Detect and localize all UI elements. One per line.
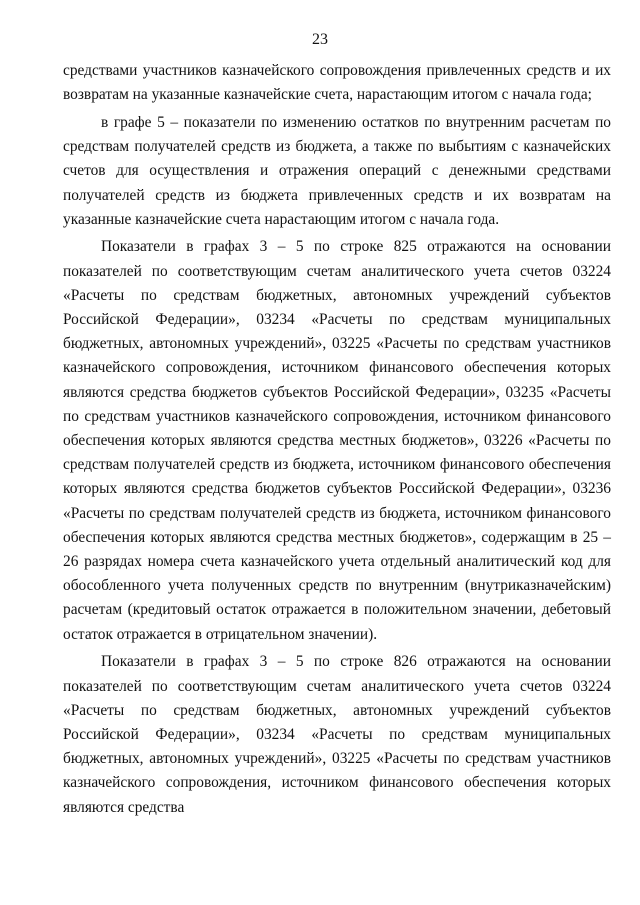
paragraph-line-825: Показатели в графах 3 – 5 по строке 825 отражаются на основании показателей по соответствующим счетам аналитического учета счетов 03224 «Расчеты по средствам бюджетных, автономных учреждений субъектов Российской Федерации», 03234 «Расчеты по средствам муниципальных бюджетных, автономных учреждений», 03225 «Расчеты по средствам участников казначейского сопровождения, источником финансового обеспечения которых являются средства бюджетов субъектов Российской Федерации», 03235 «Расчеты по средствам участников казначейского сопровождения, источником финансового обеспечения которых являются средства местных бюджетов», 03226 «Расчеты по средствам получателей средств из бюджета, источником финансового обеспечения которых являются средства бюджетов субъектов Российской Федерации», 03236 «Расчеты по средствам получателей средств из бюджета, источником финансового обеспечения которых являются средства местных бюджетов», содержащим в 25 – 26 разрядах номера счета казначейского учета отдельный аналитический код для обособленного учета полученных средств по внутренним (внутриказначейским) расчетам (кредитовый остаток отражается в положительном значении, дебетовый остаток отражается в отрицательном значении). (63, 238, 611, 643)
paragraph-continuation: средствами участников казначейского сопровождения привлеченных средств и их возвратам на указанные казначейские счета, нарастающим итогом с начала года; (63, 62, 611, 104)
document-body (63, 59, 611, 820)
paragraph-column-5: в графе 5 – показатели по изменению остатков по внутренним расчетам по средствам получателей средств из бюджета, а также по выбытиям с казначейских счетов для осуществления и отражения операций с денежными средствами получателей средств из бюджета привлеченных средств и их возвратам на указанные казначейские счета нарастающим итогом с начала года. (63, 113, 611, 228)
page-number: 23 (312, 31, 328, 48)
paragraph-line-826: Показатели в графах 3 – 5 по строке 826 отражаются на основании показателей по соответствующим счетам аналитического учета счетов 03224 «Расчеты по средствам бюджетных, автономных учреждений субъектов Российской Федерации», 03234 «Расчеты по средствам муниципальных бюджетных, автономных учреждений», 03225 «Расчеты по средствам участников казначейского сопровождения, источником финансового обеспечения которых являются средства (63, 653, 611, 816)
